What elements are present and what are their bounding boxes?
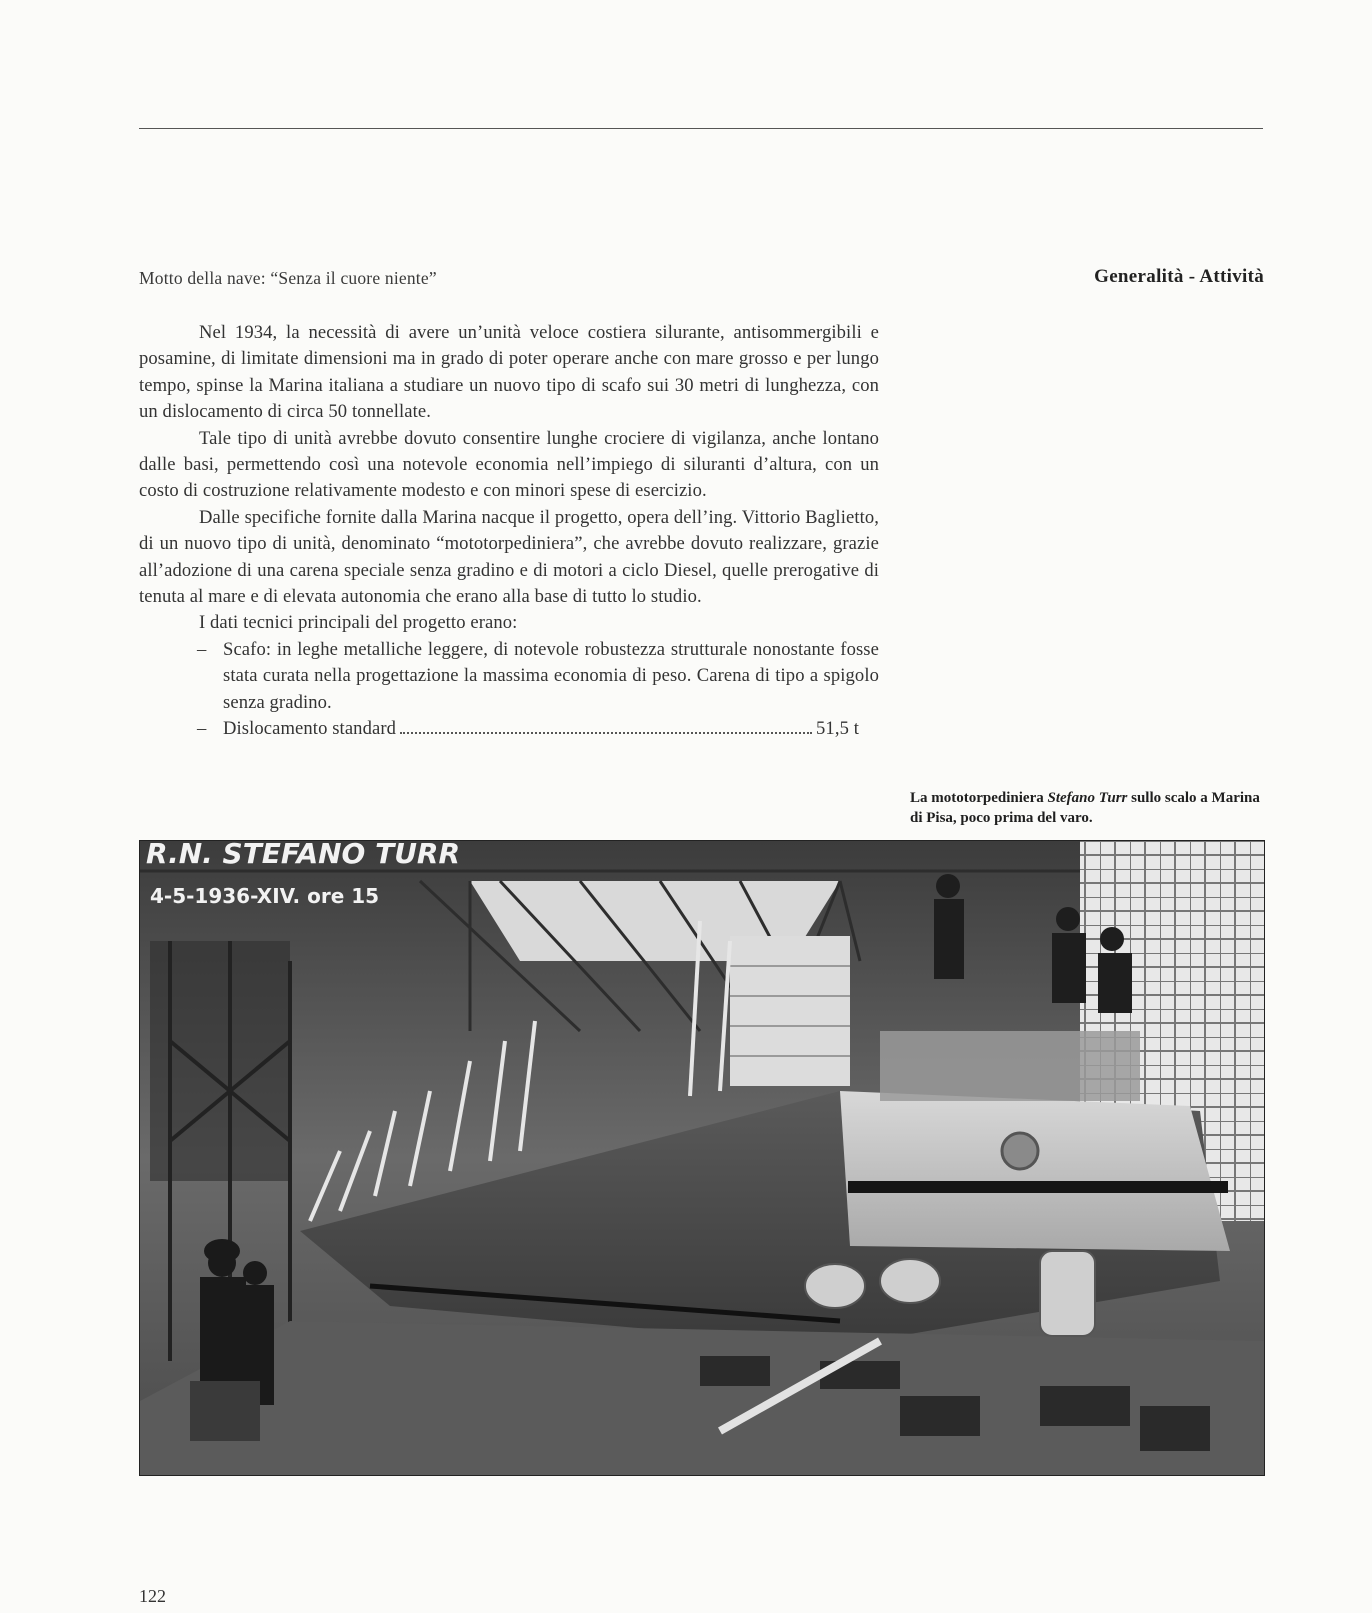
crown-emblem	[1002, 1133, 1038, 1169]
photo-inscription-line2: 4-5-1936-XIV. ore 15	[150, 884, 380, 908]
ship-stern	[840, 1091, 1230, 1251]
list-item-text: Scafo: in leghe metalliche leggere, di notevole robustezza strutturale nonostante fosse stata curata nella progettazione la massima economia di peso. Carena di tipo a spigolo senza gradino.	[223, 638, 879, 713]
caption-suffix: sullo scalo a Marina di Pisa, poco prima del varo.	[910, 790, 1260, 826]
top-rule	[139, 128, 1263, 129]
caption-prefix: La mototorpediniera	[910, 790, 1048, 806]
crate-stack	[730, 936, 850, 1086]
paragraph: Nel 1934, la necessità di avere un’unità veloce costiera silurante, antisommergibili e posamine, di limitate dimensioni ma in grado di poter operare anche con mare grosso e per lungo tempo, spinse la Marina italiana a studiare un nuovo tipo di scafo sui 30 metri di lunghezza, con un dislocamento di circa 50 tonnellate.	[139, 322, 879, 423]
paragraph: Dalle specifiche fornite dalla Marina nacque il progetto, opera dell’ing. Vittorio Baglietto, di un nuovo tipo di unità, denominato “mototorpediniera”, che avrebbe dovuto realizzare, grazie all’adozione di una carena speciale senza gradino e di motori a ciclo Diesel, quelle prerogative di tenuta al mare e di elevata autonomia che erano alla base di tutto lo studio.	[139, 506, 879, 608]
ship-motto: Motto della nave: “Senza il cuore niente”	[139, 268, 437, 288]
photo-inscription-line1: R.N. STEFANO TURR	[146, 841, 461, 870]
paragraph: I dati tecnici principali del progetto erano:	[199, 612, 518, 634]
paragraph: Tale tipo di unità avrebbe dovuto consentire lunghe crociere di vigilanza, anche lontano dalle basi, permettendo così una notevole economia nell’impiego di siluranti d’altura, con un costo di costruzione relativamente modesto e con minori spese di esercizio.	[139, 427, 879, 502]
stern-stripe	[848, 1181, 1228, 1193]
ship-photo	[139, 840, 1265, 1476]
shipyard-photo-illustration	[140, 841, 1264, 1475]
spec-row	[197, 716, 879, 742]
spec-value: 51,5 t	[816, 718, 859, 740]
photo-caption	[910, 788, 1270, 828]
spec-list	[139, 637, 879, 743]
body-text	[139, 320, 879, 743]
spec-label: Dislocamento standard	[223, 718, 397, 740]
section-title: Generalità - Attività	[1094, 266, 1264, 287]
deck-fittings	[880, 1031, 1140, 1101]
caption-ship-name: Stefano Turr	[1047, 790, 1128, 806]
list-item	[197, 637, 879, 716]
dot-leader	[400, 732, 812, 734]
page-number: 122	[139, 1586, 166, 1606]
list-dash: –	[197, 718, 207, 740]
list-dash: –	[197, 638, 207, 660]
